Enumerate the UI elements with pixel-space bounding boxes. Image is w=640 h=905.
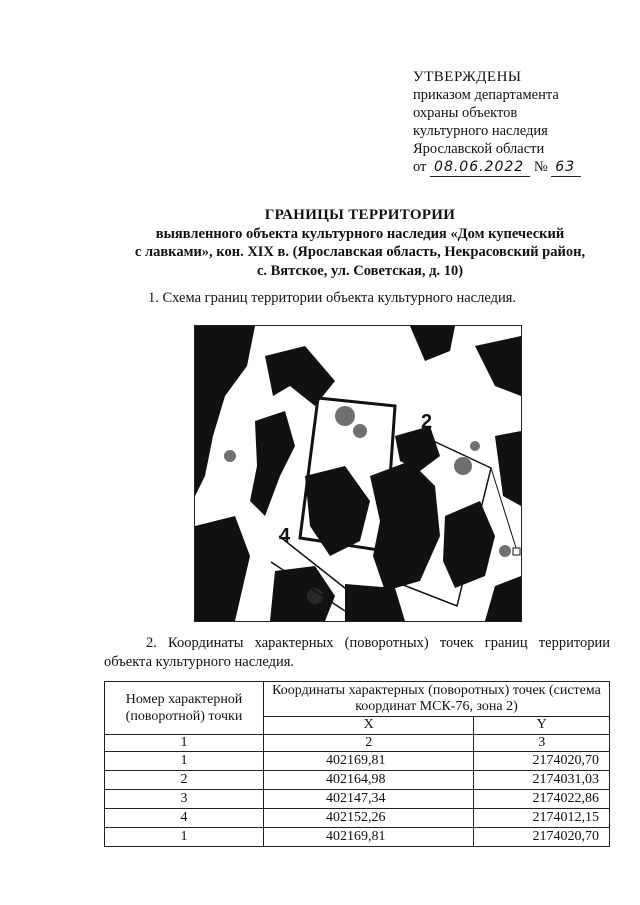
date-prefix: от xyxy=(413,159,427,175)
point-number: 2 xyxy=(105,771,264,790)
document-title xyxy=(100,206,620,280)
section-2-line-2: объекта культурного наследия. xyxy=(104,653,295,670)
aerial-photo xyxy=(195,326,521,621)
number-prefix: № xyxy=(533,159,548,175)
coordinates-header: Координаты характерных (поворотных) точек (система координат МСК-76, зона 2) xyxy=(264,682,610,717)
table-header-row xyxy=(105,682,610,717)
boundary-scheme-map xyxy=(194,325,522,622)
point-number: 1 xyxy=(105,828,264,847)
section-2-heading xyxy=(104,634,610,671)
table-row xyxy=(105,790,610,809)
column-numbers-row xyxy=(105,735,610,752)
point-label-2: 2 xyxy=(421,411,433,433)
y-coordinate: 2174020,70 xyxy=(474,828,610,847)
x-coordinate: 402169,81 xyxy=(264,828,474,847)
table-row xyxy=(105,771,610,790)
column-number: 1 xyxy=(105,735,264,752)
column-number: 3 xyxy=(474,735,610,752)
approval-line-1: приказом департамента xyxy=(413,87,559,103)
title-line-2: выявленного объекта культурного наследия «Дом купеческий xyxy=(155,225,565,242)
section-2-line-1: 2. Координаты характерных (поворотных) точек границ территории xyxy=(146,635,610,651)
point-number: 4 xyxy=(105,809,264,828)
approval-date-line xyxy=(413,158,613,177)
point-number: 3 xyxy=(105,790,264,809)
y-coordinate: 2174012,15 xyxy=(474,809,610,828)
approval-line-3: культурного наследия xyxy=(413,123,548,139)
column-number: 2 xyxy=(264,735,474,752)
approval-heading: УТВЕРЖДЕНЫ xyxy=(413,69,522,85)
x-coordinate: 402169,81 xyxy=(264,752,474,771)
coordinates-table xyxy=(104,681,610,847)
approval-date: 08.06.2022 xyxy=(430,158,530,177)
y-coordinate: 2174020,70 xyxy=(474,752,610,771)
title-line-1: ГРАНИЦЫ ТЕРРИТОРИИ xyxy=(264,207,456,223)
approval-number: 63 xyxy=(551,158,581,177)
section-1-heading: 1. Схема границ территории объекта культурного наследия. xyxy=(148,290,517,306)
approval-line-4: Ярославской области xyxy=(413,141,545,157)
x-coordinate: 402152,26 xyxy=(264,809,474,828)
point-number-header: Номер характерной (поворотной) точки xyxy=(105,682,264,735)
title-line-3: с лавками», кон. XIX в. (Ярославская область, Некрасовский район, xyxy=(134,244,586,260)
x-header: X xyxy=(264,716,474,734)
approval-block xyxy=(413,68,613,177)
y-header: Y xyxy=(474,716,610,734)
point-label-4: 4 xyxy=(279,525,291,547)
approval-line-2: охраны объектов xyxy=(413,105,518,121)
y-coordinate: 2174031,03 xyxy=(474,771,610,790)
y-coordinate: 2174022,86 xyxy=(474,790,610,809)
point-number: 1 xyxy=(105,752,264,771)
table-row xyxy=(105,809,610,828)
table-row xyxy=(105,828,610,847)
table-row xyxy=(105,752,610,771)
title-line-4: с. Вятское, ул. Советская, д. 10) xyxy=(256,262,464,279)
x-coordinate: 402147,34 xyxy=(264,790,474,809)
x-coordinate: 402164,98 xyxy=(264,771,474,790)
